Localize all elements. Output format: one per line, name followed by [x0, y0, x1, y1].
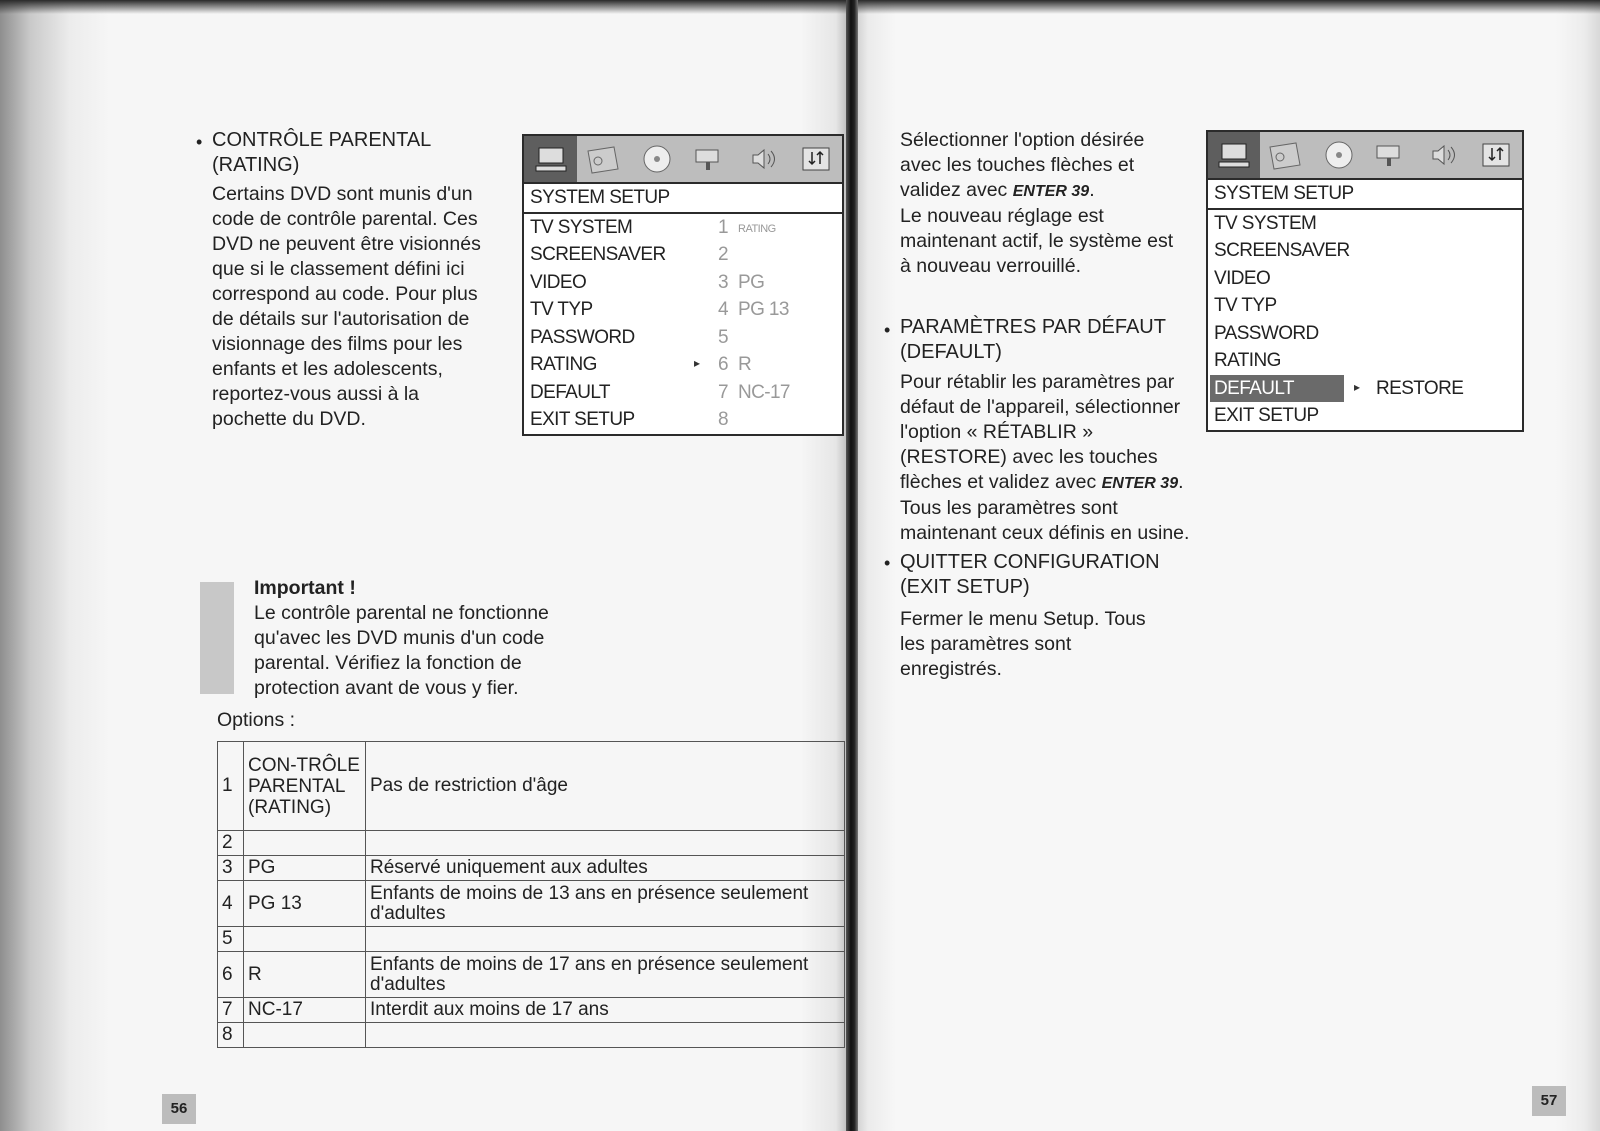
default-setup-menu: [1206, 130, 1524, 432]
default-paragraph: Pour rétablir les paramètres par défaut de l'appareil, sélectionner l'option « RÉTABLIR » (RESTORE) avec les touches flèches et validez avec ENTER 39. Tous les paramètres sont maintenant ceux définis en usine.: [900, 371, 1190, 544]
menu-title: SYSTEM SETUP: [1214, 183, 1354, 204]
menu-row-rating[interactable]: RATING ▸ 6 R: [530, 354, 752, 375]
speaker-doc-icon[interactable]: [577, 136, 630, 182]
video-icon[interactable]: [1365, 132, 1417, 178]
options-table: [217, 741, 845, 1048]
menu-row[interactable]: DEFAULT 7 NC-17: [530, 381, 790, 403]
bullet: •: [196, 132, 203, 152]
table-row: 6 R Enfants de moins de 17 ans en présence seulement d'adultes: [218, 952, 845, 998]
exit-paragraph: Fermer le menu Setup. Tous les paramètres sont enregistrés.: [900, 608, 1146, 680]
menu-title-row: [524, 184, 842, 214]
enter-key-label: ENTER 39: [1012, 183, 1090, 200]
disc-icon[interactable]: [630, 136, 683, 182]
menu-row[interactable]: VIDEO: [1214, 267, 1271, 289]
select-instructions: Sélectionner l'option désirée avec les touches flèches et validez avec ENTER 39. Le nouveau réglage est maintenant actif, le système est à nouveau verrouillé.: [900, 129, 1174, 277]
menu-row[interactable]: TV SYSTEM: [1214, 212, 1317, 234]
table-row: 5: [218, 927, 845, 952]
menu-row-default-selected[interactable]: DEFAULT ▸ RESTORE: [1208, 375, 1522, 403]
bullet: •: [884, 553, 891, 573]
audio-icon[interactable]: [736, 136, 789, 182]
table-row: 1 CON-TRÔLE PARENTAL (RATING) Pas de restriction d'âge: [218, 742, 845, 831]
rating-heading: CONTRÔLE PARENTAL (RATING): [212, 129, 431, 176]
important-title: Important !: [254, 577, 356, 599]
menu-row[interactable]: SCREENSAVER 2: [530, 244, 728, 265]
arrow-right-icon: ▸: [1354, 379, 1360, 394]
table-row: 3 PG Réservé uniquement aux adultes: [218, 856, 845, 881]
book-spine: [846, 0, 858, 1131]
menu-row[interactable]: SCREENSAVER: [1214, 240, 1350, 261]
speaker-doc-icon[interactable]: [1260, 132, 1312, 178]
menu-row[interactable]: TV TYP 4 PG 13: [530, 299, 789, 320]
arrow-right-icon: ▸: [694, 356, 700, 370]
exit-heading: QUITTER CONFIGURATION (EXIT SETUP): [900, 551, 1160, 598]
page-number-left: 56: [162, 1094, 196, 1124]
menu-row[interactable]: EXIT SETUP 8: [530, 409, 728, 430]
menu-title-row: [1208, 180, 1522, 210]
enter-key-label: ENTER 39: [1101, 475, 1179, 492]
video-icon[interactable]: [683, 136, 736, 182]
disc-icon[interactable]: [1313, 132, 1365, 178]
menu-row[interactable]: PASSWORD: [1214, 322, 1319, 344]
restore-option[interactable]: RESTORE: [1376, 377, 1464, 399]
menu-row[interactable]: TV TYP: [1214, 295, 1277, 316]
table-row: 8: [218, 1023, 845, 1048]
rating-setup-menu: [522, 134, 844, 436]
menu-row[interactable]: TV SYSTEM 1 RATING: [530, 216, 776, 238]
options-label: Options :: [217, 709, 296, 731]
right-page: [856, 0, 1600, 1131]
table-row: 4 PG 13 Enfants de moins de 13 ans en présence seulement d'adultes: [218, 881, 845, 927]
bullet: •: [884, 320, 891, 340]
table-row: 7 NC-17 Interdit aux moins de 17 ans: [218, 998, 845, 1023]
important-marker-bar: [200, 582, 234, 694]
menu-row[interactable]: EXIT SETUP: [1214, 405, 1319, 426]
rating-paragraph: Certains DVD sont munis d'un code de contrôle parental. Ces DVD ne peuvent être visionnés que si le classement défini ici correspond au code. Pour plus de détails sur l'autorisation de visionnage des films pour les enfants et les adolescents, reportez-vous aussi à la pochette du DVD.: [212, 183, 481, 430]
menu-row[interactable]: RATING: [1214, 350, 1281, 371]
table-row: 2: [218, 831, 845, 856]
audio-icon[interactable]: [1417, 132, 1469, 178]
menu-icon-bar: [524, 136, 842, 184]
default-heading: PARAMÈTRES PAR DÉFAUT (DEFAULT): [900, 316, 1166, 363]
menu-title: SYSTEM SETUP: [530, 187, 670, 208]
monitor-icon[interactable]: [524, 136, 577, 182]
important-text: Le contrôle parental ne fonctionne qu'avec les DVD munis d'un code parental. Vérifiez la fonction de protection avant de vous y fier.: [254, 602, 549, 699]
sort-icon[interactable]: [1470, 132, 1522, 178]
monitor-icon[interactable]: [1208, 132, 1260, 178]
menu-row[interactable]: PASSWORD 5: [530, 326, 728, 348]
menu-row[interactable]: VIDEO 3 PG: [530, 271, 765, 293]
menu-icon-bar: [1208, 132, 1522, 180]
sort-icon[interactable]: [789, 136, 842, 182]
page-number-right: 57: [1532, 1086, 1566, 1116]
